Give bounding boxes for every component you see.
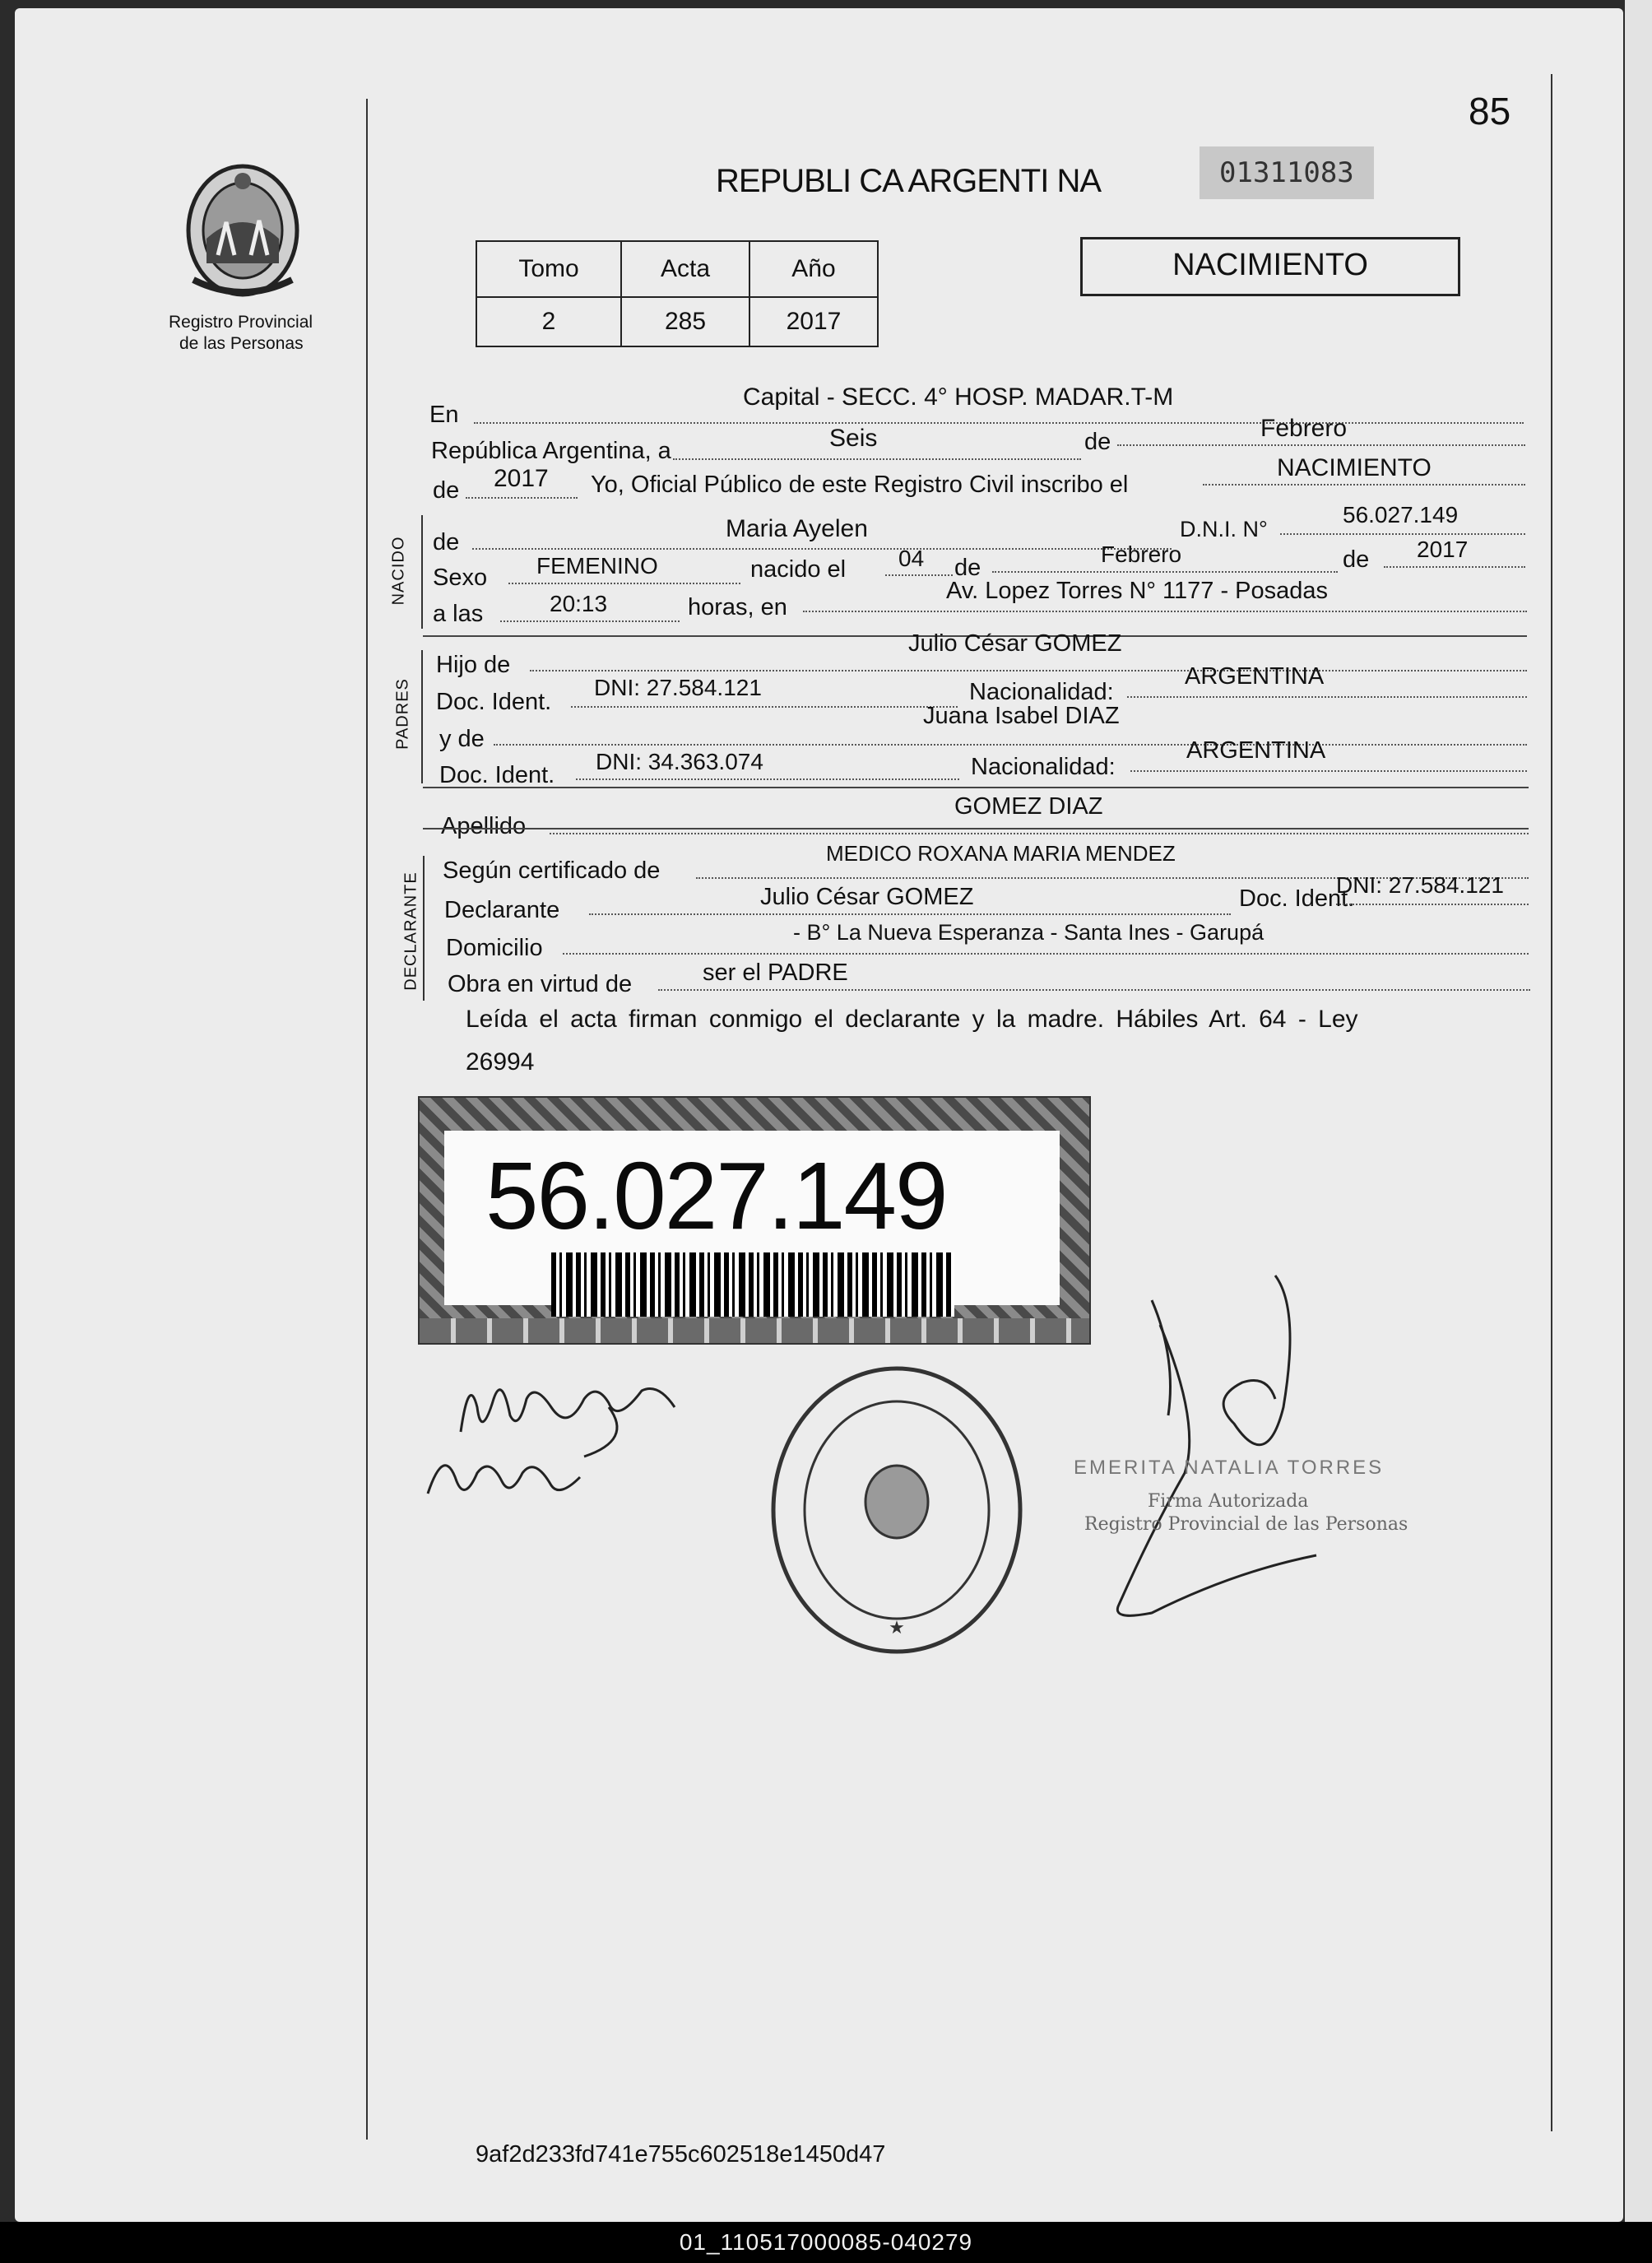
birth-month-value: Febrero — [1101, 541, 1182, 567]
nacido-el-label: nacido el — [750, 556, 847, 583]
apellido-label: Apellido — [441, 813, 527, 839]
mother-nacionalidad-value: ARGENTINA — [1186, 737, 1326, 764]
father-nacionalidad-value: ARGENTINA — [1185, 663, 1325, 690]
republica-label: República Argentina, a — [431, 438, 671, 464]
hijo-de-label: Hijo de — [436, 652, 511, 678]
birth-year-dotted-line — [1384, 566, 1525, 568]
file-id-footer: 01_110517000085-040279 — [0, 2222, 1652, 2263]
apellido-value: GOMEZ DIAZ — [954, 793, 1103, 820]
dni-sticker — [418, 1096, 1091, 1345]
father-nac-dotted-line — [1127, 696, 1527, 698]
table-header-acta: Acta — [621, 241, 749, 297]
segun-label: Según certificado de — [443, 857, 661, 884]
mother-doc-dotted-line — [576, 778, 959, 780]
nacido-section-label: NACIDO — [389, 536, 408, 606]
sexo-label: Sexo — [433, 565, 488, 591]
table-header-anio: Año — [749, 241, 878, 297]
stamp-icon — [765, 1362, 1028, 1658]
year-value: 2017 — [494, 465, 549, 492]
day-dotted-line — [673, 458, 1081, 460]
apellido-dotted-line — [550, 833, 1529, 834]
document-hash: 9af2d233fd741e755c602518e1450d47 — [476, 2141, 886, 2168]
sticker-barcode — [551, 1252, 954, 1317]
nacido-name-value: Maria Ayelen — [726, 515, 868, 542]
nacido-dni-label: D.N.I. N° — [1180, 517, 1268, 541]
svg-text:★: ★ — [889, 1617, 905, 1638]
delegacion-stamp — [765, 1362, 1028, 1662]
domicilio-dotted-line — [563, 953, 1529, 955]
padres-section-bar — [421, 650, 423, 783]
obra-dotted-line — [658, 989, 1530, 991]
month-value: Febrero — [1260, 415, 1348, 442]
mother-doc-value: DNI: 34.363.074 — [596, 749, 763, 774]
document-type-box: NACIMIENTO — [1080, 237, 1460, 296]
official-signature — [1102, 1259, 1349, 1633]
obra-value: ser el PADRE — [703, 960, 848, 986]
table-header-tomo: Tomo — [476, 241, 621, 297]
birth-place-value: Av. Lopez Torres N° 1177 - Posadas — [946, 578, 1329, 604]
de-label-2: de — [433, 477, 460, 504]
table-value-anio: 2017 — [749, 297, 878, 346]
declarante-doc-value: DNI: 27.584.121 — [1336, 872, 1504, 898]
en-value: Capital - SECC. 4° HOSP. MADAR.T-M — [743, 383, 1174, 411]
father-name-value: Julio César GOMEZ — [908, 630, 1122, 657]
inscribe-value: NACIMIENTO — [1277, 454, 1432, 481]
table-value-tomo: 2 — [476, 297, 621, 346]
table-value-acta: 285 — [621, 297, 749, 346]
signature-mother — [420, 1436, 592, 1514]
padres-divider — [423, 787, 1529, 788]
declarante-dotted-line — [589, 913, 1231, 915]
padres-section-label: PADRES — [393, 678, 412, 750]
day-value: Seis — [829, 425, 878, 452]
mother-dotted-line — [494, 744, 1527, 746]
inscribe-dotted-line — [1203, 484, 1525, 486]
en-dotted-line — [474, 422, 1524, 424]
page-number: 85 — [1469, 90, 1511, 132]
sexo-dotted-line — [508, 583, 740, 584]
nacido-section-bar — [421, 515, 423, 629]
place-dotted-line — [803, 611, 1527, 612]
logo-caption-line2: de las Personas — [179, 334, 304, 353]
coat-of-arms-icon — [177, 156, 309, 300]
declarante-label: Declarante — [444, 897, 560, 923]
birth-month-dotted-line — [992, 571, 1338, 573]
right-margin-line — [1551, 74, 1552, 2131]
father-doc-value: DNI: 27.584.121 — [594, 675, 762, 700]
closing-text-line2: 26994 — [466, 1048, 535, 1076]
left-margin-line — [366, 99, 368, 2140]
declarante-section-label: DECLARANTE — [401, 871, 420, 991]
signature-mother-icon — [420, 1436, 592, 1510]
mother-nacionalidad-label: Nacionalidad: — [971, 754, 1116, 780]
nacido-dni-dotted-line — [1280, 533, 1525, 535]
a-las-label: a las — [433, 601, 484, 627]
time-dotted-line — [500, 620, 680, 622]
domicilio-value: - B° La Nueva Esperanza - Santa Ines - Garupá — [793, 920, 1265, 945]
official-name: EMERITA NATALIA TORRES — [1074, 1457, 1385, 1479]
logo-caption-line1: Registro Provincial — [169, 313, 313, 332]
mother-doc-label: Doc. Ident. — [439, 762, 555, 788]
father-dotted-line — [530, 670, 1527, 671]
document-country-title: REPUBLI CA ARGENTI NA — [716, 163, 1102, 199]
declarante-doc-label: Doc. Ident. — [1239, 885, 1355, 912]
year-dotted-line — [466, 497, 578, 499]
domicilio-label: Domicilio — [446, 935, 543, 961]
official-role: Firma Autorizada — [1148, 1491, 1309, 1512]
time-value: 20:13 — [550, 591, 608, 616]
tomo-acta-table — [476, 240, 879, 347]
sticker-label-area — [444, 1131, 1060, 1305]
segun-value: MEDICO ROXANA MARIA MENDEZ — [826, 841, 1176, 866]
obra-label: Obra en virtud de — [448, 971, 633, 997]
yo-text: Yo, Oficial Público de este Registro Civil inscribo el — [591, 472, 1129, 498]
en-label: En — [429, 402, 459, 428]
nacido-de-label-2: de — [954, 555, 981, 581]
declarante-doc-dotted-line — [1336, 904, 1529, 905]
birth-year-value: 2017 — [1417, 537, 1469, 562]
official-signature-icon — [1102, 1259, 1349, 1629]
declarante-value: Julio César GOMEZ — [760, 884, 974, 910]
nacido-name-dotted-line — [472, 548, 1172, 550]
birth-day-dotted-line — [885, 574, 953, 576]
apellido-divider — [423, 828, 1529, 829]
father-doc-label: Doc. Ident. — [436, 689, 552, 715]
mother-nac-dotted-line — [1130, 770, 1527, 772]
sticker-watermark-row — [420, 1318, 1089, 1343]
mother-name-value: Juana Isabel DIAZ — [923, 703, 1120, 729]
month-dotted-line — [1117, 444, 1525, 446]
official-office: Registro Provincial de las Personas — [1084, 1514, 1408, 1535]
nacido-de-label: de — [433, 529, 460, 555]
birth-day-value: 04 — [898, 546, 925, 571]
father-doc-dotted-line — [571, 706, 958, 708]
serial-number: 01311083 — [1200, 146, 1374, 199]
horas-label: horas, en — [688, 594, 787, 620]
sticker-number: 56.027.149 — [485, 1142, 947, 1249]
adjacent-page-edge — [1625, 0, 1652, 2222]
nacido-dni-value: 56.027.149 — [1343, 502, 1459, 527]
closing-text-line1: Leída el acta firman conmigo el declarante y la madre. Hábiles Art. 64 - Ley — [466, 1006, 1358, 1033]
de-label-1: de — [1084, 429, 1111, 455]
declarante-section-bar — [423, 856, 425, 1001]
sexo-value: FEMENINO — [536, 553, 658, 579]
y-de-label: y de — [439, 726, 485, 752]
father-nacionalidad-label: Nacionalidad: — [969, 679, 1114, 705]
province-logo — [177, 156, 309, 300]
nacido-de-label-3: de — [1343, 546, 1370, 573]
